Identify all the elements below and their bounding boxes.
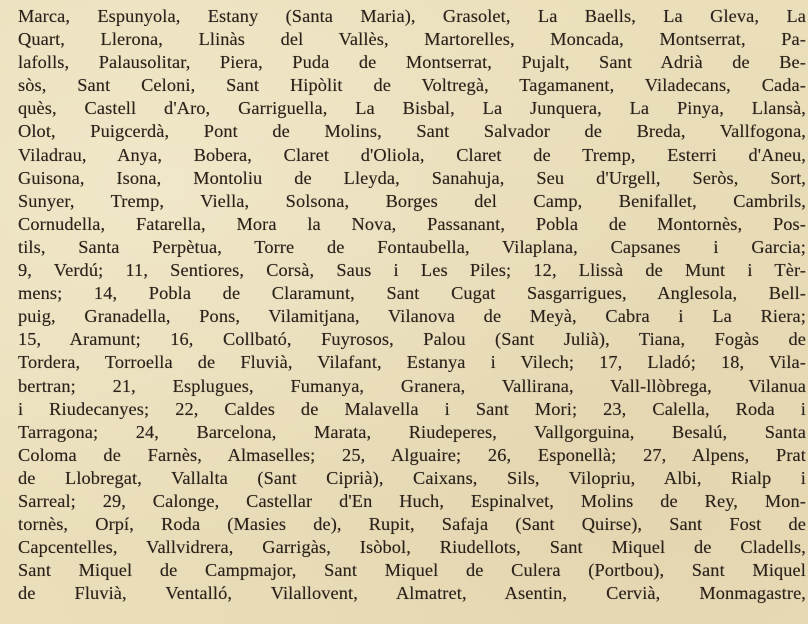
text-line: Coloma de Farnès, Almaselles; 25, Alguaire; 26, Esponellà; 27, Alpens, Prat: [18, 444, 806, 465]
text-line: puig, Granadella, Pons, Vilamitjana, Vilanova de Meyà, Cabra i La Riera;: [18, 306, 806, 327]
text-line: mens; 14, Pobla de Claramunt, Sant Cugat Sasgarrigues, Anglesola, Bell-: [18, 283, 806, 304]
text-line: lafolls, Palausolitar, Piera, Puda de Montserrat, Pujalt, Sant Adrià de Be-: [18, 52, 806, 73]
text-line: sòs, Sant Celoni, Sant Hipòlit de Voltregà, Tagamanent, Viladecans, Cada-: [18, 75, 806, 96]
text-line: Sant Miquel de Campmajor, Sant Miquel de Culera (Portbou), Sant Miquel: [18, 560, 806, 581]
text-line: Tordera, Torroella de Fluvià, Vilafant, Estanya i Vilech; 17, Lladó; 18, Vila-: [18, 352, 806, 373]
place-names-paragraph: [18, 5, 806, 605]
text-line: de Llobregat, Vallalta (Sant Ciprià), Caixans, Sils, Vilopriu, Albi, Rialp i: [18, 467, 806, 488]
text-line: bertran; 21, Esplugues, Fumanya, Granera, Vallirana, Vall-llòbrega, Vilanua: [18, 375, 806, 396]
text-line: Olot, Puigcerdà, Pont de Molins, Sant Salvador de Breda, Vallfogona,: [18, 121, 806, 142]
text-line: tornès, Orpí, Roda (Masies de), Rupit, Safaja (Sant Quirse), Sant Fost de: [18, 514, 806, 535]
text-line: Viladrau, Anya, Bobera, Claret d'Oliola, Claret de Tremp, Esterri d'Aneu,: [18, 144, 806, 165]
text-line: Capcentelles, Vallvidrera, Garrigàs, Isòbol, Riudellots, Sant Miquel de Cladells,: [18, 537, 806, 558]
text-line: Marca, Espunyola, Estany (Santa Maria), Grasolet, La Baells, La Gleva, La: [18, 6, 806, 26]
text-line: Tarragona; 24, Barcelona, Marata, Riudeperes, Vallgorguina, Besalú, Santa: [18, 421, 806, 442]
text-line: i Riudecanyes; 22, Caldes de Malavella i Sant Mori; 23, Calella, Roda i: [18, 398, 806, 419]
text-line: tils, Santa Perpètua, Torre de Fontaubella, Vilaplana, Capsanes i Garcia;: [18, 236, 806, 257]
text-line: Cornudella, Fatarella, Mora la Nova, Passanant, Pobla de Montornès, Pos-: [18, 213, 806, 234]
text-line: Sunyer, Tremp, Viella, Solsona, Borges del Camp, Benifallet, Cambrils,: [18, 190, 806, 211]
text-line: quès, Castell d'Aro, Garriguella, La Bisbal, La Junquera, La Pinya, Llansà,: [18, 98, 806, 119]
text-line: Sarreal; 29, Calonge, Castellar d'En Huch, Espinalvet, Molins de Rey, Mon-: [18, 490, 806, 511]
text-line: Quart, Llerona, Llinàs del Vallès, Martorelles, Moncada, Montserrat, Pa-: [18, 29, 806, 50]
text-line: de Fluvià, Ventalló, Vilallovent, Almatret, Asentin, Cervià, Monmagastre,: [18, 583, 806, 604]
text-line: Guisona, Isona, Montoliu de Lleyda, Sanahuja, Seu d'Urgell, Seròs, Sort,: [18, 167, 806, 188]
text-line: 9, Verdú; 11, Sentiores, Corsà, Saus i Les Piles; 12, Llissà de Munt i Tèr-: [18, 260, 806, 281]
text-line: 15, Aramunt; 16, Collbató, Fuyrosos, Palou (Sant Julià), Tiana, Fogàs de: [18, 329, 806, 350]
